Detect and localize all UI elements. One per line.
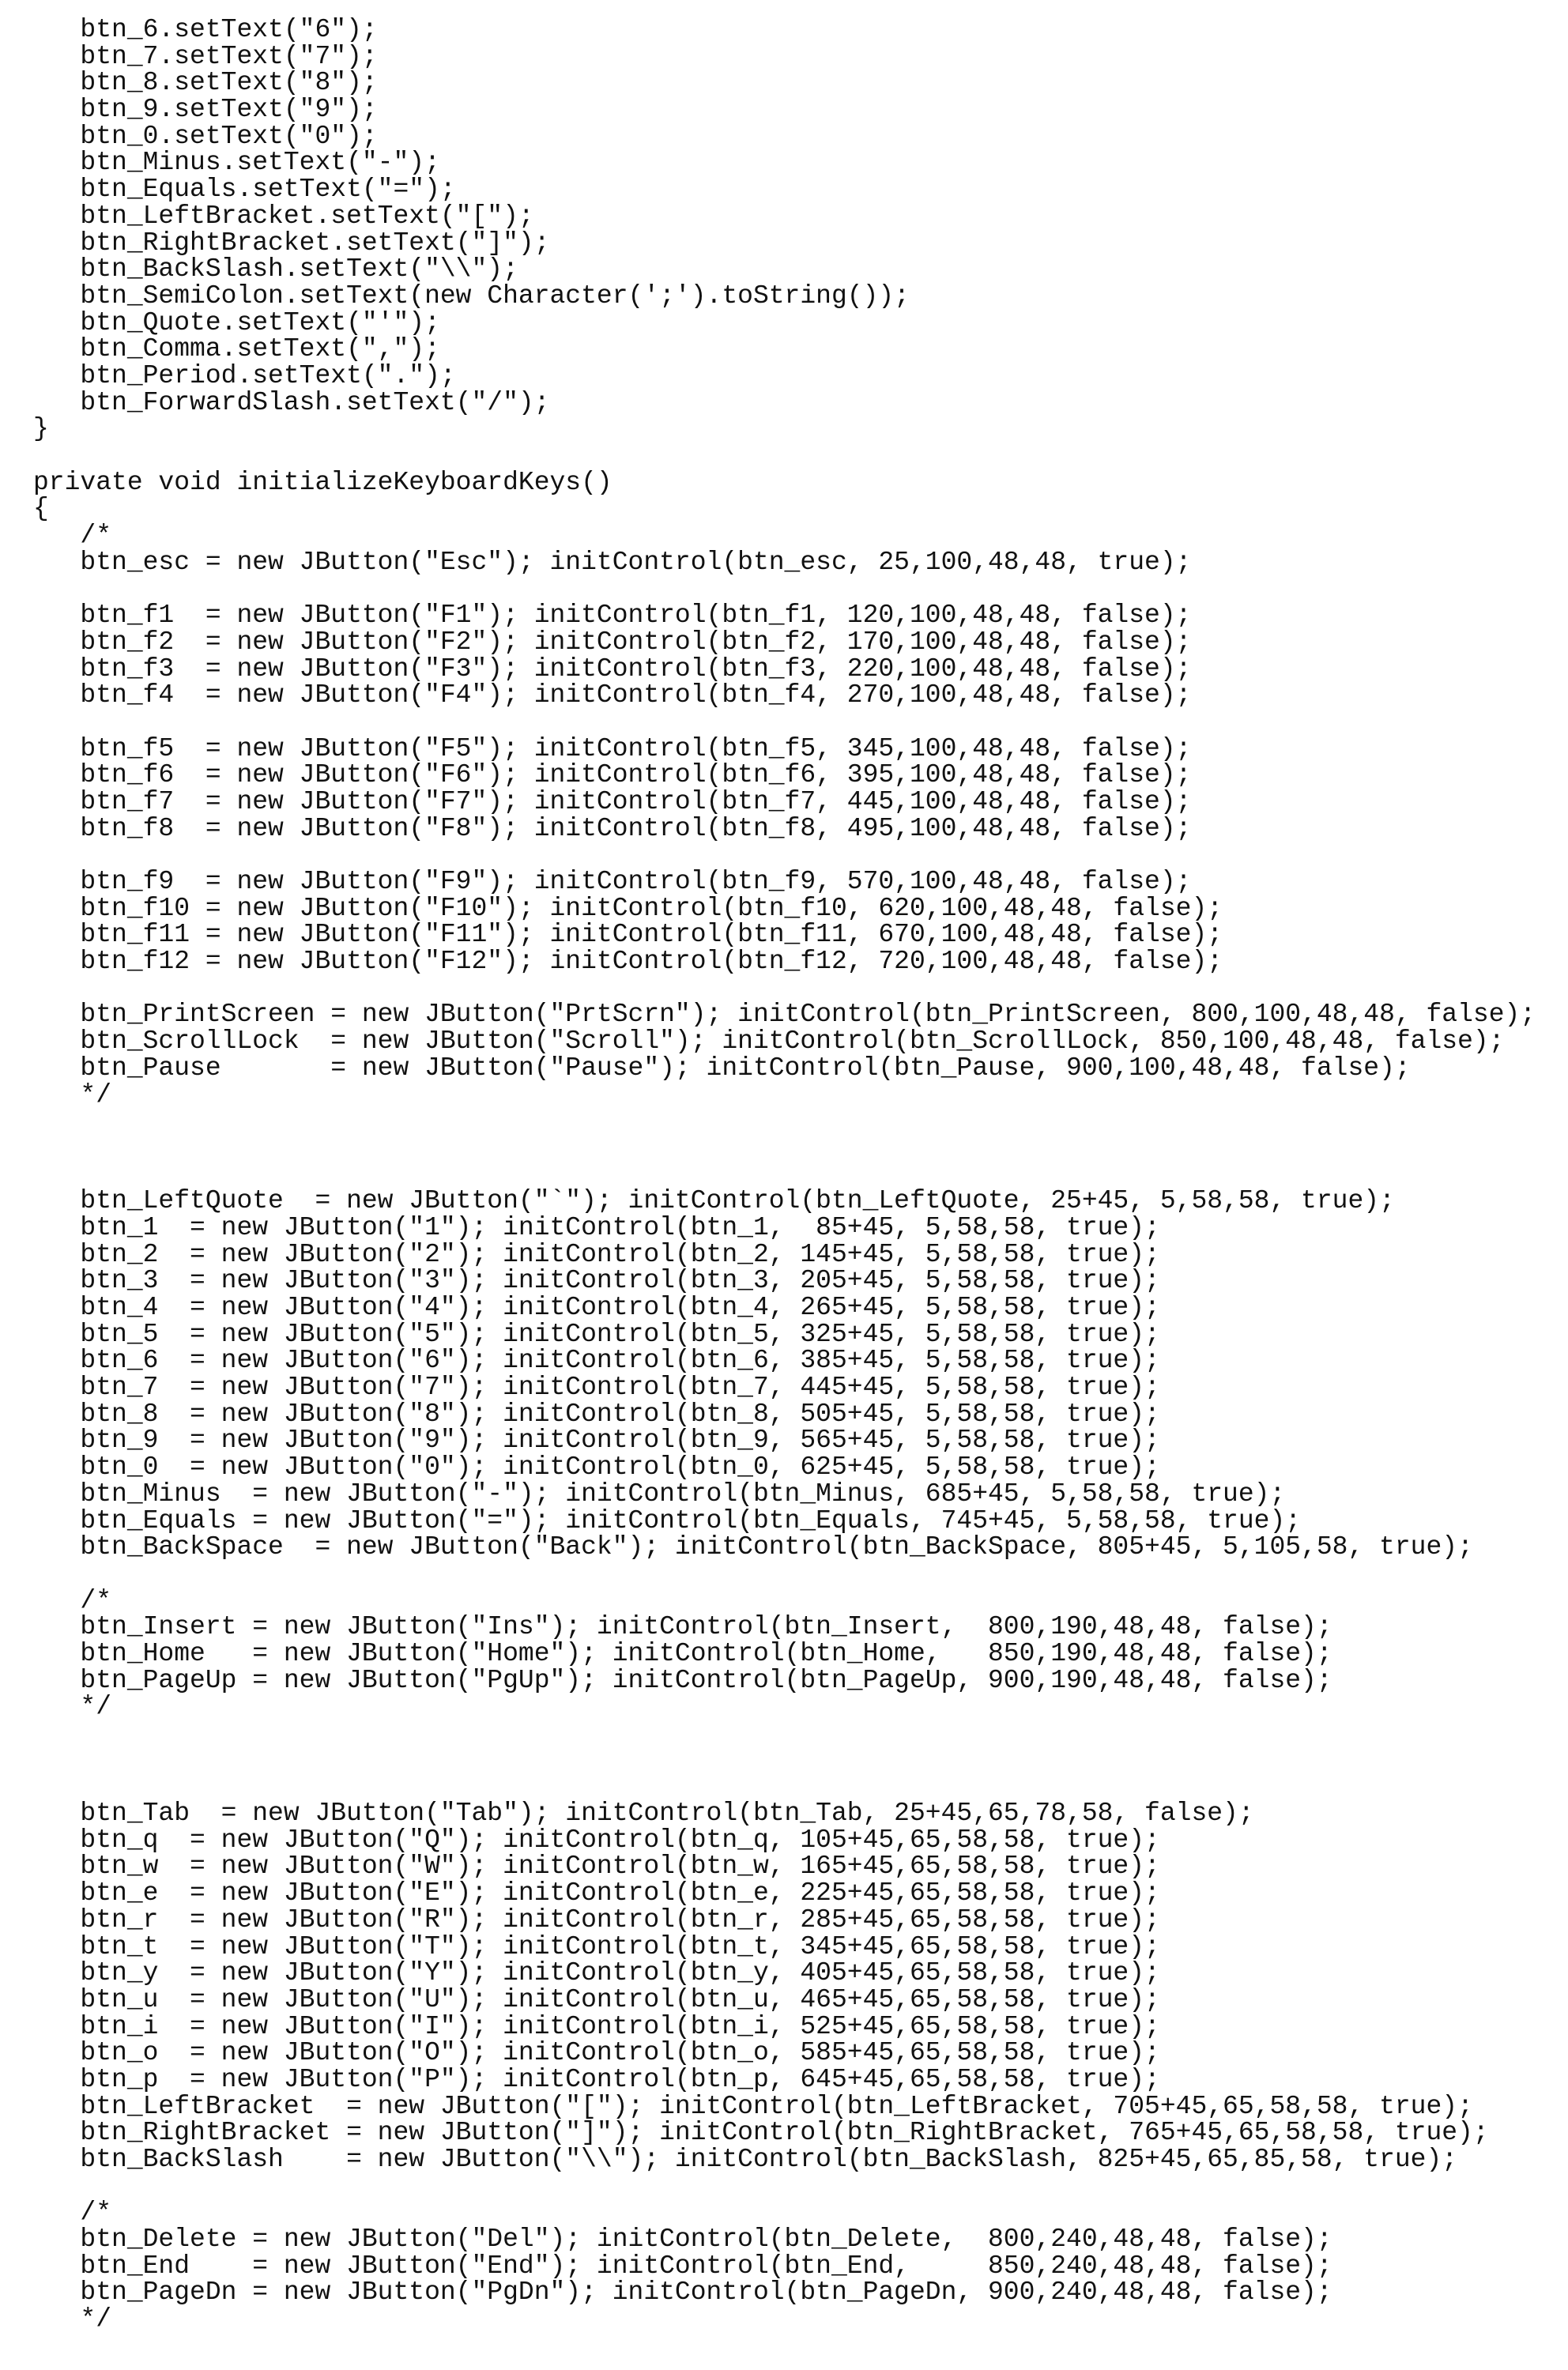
code-line: btn_BackSpace = new JButton("Back"); initControl(btn_BackSpace, 805+45, 5,105,58, true); bbox=[33, 1534, 1536, 1561]
code-line: btn_u = new JButton("U"); initControl(btn_u, 465+45,65,58,58, true); bbox=[33, 1987, 1536, 2014]
code-line bbox=[33, 842, 1536, 868]
code-line: btn_f10 = new JButton("F10"); initControl(btn_f10, 620,100,48,48, false); bbox=[33, 895, 1536, 922]
code-line: } bbox=[33, 416, 1536, 443]
code-line: btn_r = new JButton("R"); initControl(btn_r, 285+45,65,58,58, true); bbox=[33, 1907, 1536, 1934]
code-listing bbox=[33, 17, 1536, 2333]
code-line: btn_f2 = new JButton("F2"); initControl(btn_f2, 170,100,48,48, false); bbox=[33, 629, 1536, 656]
code-line: btn_BackSlash.setText("\\"); bbox=[33, 256, 1536, 283]
code-line bbox=[33, 709, 1536, 736]
code-line: btn_Minus = new JButton("-"); initControl(btn_Minus, 685+45, 5,58,58, true); bbox=[33, 1481, 1536, 1508]
code-line: btn_LeftQuote = new JButton("`"); initControl(btn_LeftQuote, 25+45, 5,58,58, true); bbox=[33, 1188, 1536, 1215]
code-line: btn_f9 = new JButton("F9"); initControl(btn_f9, 570,100,48,48, false); bbox=[33, 868, 1536, 895]
code-line bbox=[33, 1561, 1536, 1588]
code-line bbox=[33, 1162, 1536, 1189]
code-line: btn_9 = new JButton("9"); initControl(btn_9, 565+45, 5,58,58, true); bbox=[33, 1427, 1536, 1454]
code-line: btn_Minus.setText("-"); bbox=[33, 149, 1536, 176]
code-line: */ bbox=[33, 1082, 1536, 1109]
code-line: btn_Delete = new JButton("Del"); initControl(btn_Delete, 800,240,48,48, false); bbox=[33, 2226, 1536, 2253]
code-line: btn_p = new JButton("P"); initControl(btn_p, 645+45,65,58,58, true); bbox=[33, 2067, 1536, 2093]
code-line: /* bbox=[33, 522, 1536, 549]
code-line: btn_f11 = new JButton("F11"); initControl(btn_f11, 670,100,48,48, false); bbox=[33, 921, 1536, 948]
code-line: btn_f7 = new JButton("F7"); initControl(btn_f7, 445,100,48,48, false); bbox=[33, 789, 1536, 816]
code-line: private void initializeKeyboardKeys() bbox=[33, 469, 1536, 496]
code-line: btn_7 = new JButton("7"); initControl(btn_7, 445+45, 5,58,58, true); bbox=[33, 1374, 1536, 1401]
code-line: btn_ForwardSlash.setText("/"); bbox=[33, 390, 1536, 416]
code-line: btn_4 = new JButton("4"); initControl(btn_4, 265+45, 5,58,58, true); bbox=[33, 1294, 1536, 1321]
code-line: */ bbox=[33, 1694, 1536, 1720]
code-line bbox=[33, 975, 1536, 1002]
code-line: btn_PrintScreen = new JButton("PrtScrn"); initControl(btn_PrintScreen, 800,100,48,48, false); bbox=[33, 1001, 1536, 1028]
code-line: btn_2 = new JButton("2"); initControl(btn_2, 145+45, 5,58,58, true); bbox=[33, 1242, 1536, 1268]
code-line: btn_f8 = new JButton("F8"); initControl(btn_f8, 495,100,48,48, false); bbox=[33, 816, 1536, 842]
code-line: btn_f3 = new JButton("F3"); initControl(btn_f3, 220,100,48,48, false); bbox=[33, 656, 1536, 683]
code-line: btn_f1 = new JButton("F1"); initControl(btn_f1, 120,100,48,48, false); bbox=[33, 602, 1536, 629]
code-line: { bbox=[33, 495, 1536, 522]
code-line bbox=[33, 2173, 1536, 2200]
code-line bbox=[33, 1135, 1536, 1162]
code-line bbox=[33, 443, 1536, 469]
code-line: btn_i = new JButton("I"); initControl(btn_i, 525+45,65,58,58, true); bbox=[33, 2014, 1536, 2040]
code-line: btn_f4 = new JButton("F4"); initControl(btn_f4, 270,100,48,48, false); bbox=[33, 682, 1536, 709]
code-line bbox=[33, 575, 1536, 602]
code-line: btn_PageDn = new JButton("PgDn"); initControl(btn_PageDn, 900,240,48,48, false); bbox=[33, 2279, 1536, 2306]
code-line: btn_0 = new JButton("0"); initControl(btn_0, 625+45, 5,58,58, true); bbox=[33, 1454, 1536, 1481]
code-line: btn_Tab = new JButton("Tab"); initControl(btn_Tab, 25+45,65,78,58, false); bbox=[33, 1800, 1536, 1827]
code-line: btn_LeftBracket = new JButton("["); initControl(btn_LeftBracket, 705+45,65,58,58, true); bbox=[33, 2093, 1536, 2120]
code-line: btn_f12 = new JButton("F12"); initControl(btn_f12, 720,100,48,48, false); bbox=[33, 948, 1536, 975]
code-line: btn_BackSlash = new JButton("\\"); initControl(btn_BackSlash, 825+45,65,85,58, true); bbox=[33, 2146, 1536, 2173]
code-line: btn_e = new JButton("E"); initControl(btn_e, 225+45,65,58,58, true); bbox=[33, 1880, 1536, 1907]
code-line: btn_8.setText("8"); bbox=[33, 70, 1536, 96]
code-line bbox=[33, 1720, 1536, 1747]
code-line: btn_f6 = new JButton("F6"); initControl(btn_f6, 395,100,48,48, false); bbox=[33, 762, 1536, 789]
code-line: btn_6.setText("6"); bbox=[33, 17, 1536, 43]
code-line: btn_Pause = new JButton("Pause"); initControl(btn_Pause, 900,100,48,48, false); bbox=[33, 1055, 1536, 1082]
code-line: btn_0.setText("0"); bbox=[33, 123, 1536, 150]
code-line: btn_7.setText("7"); bbox=[33, 43, 1536, 70]
code-line: /* bbox=[33, 2199, 1536, 2226]
code-line: btn_w = new JButton("W"); initControl(btn_w, 165+45,65,58,58, true); bbox=[33, 1853, 1536, 1880]
code-line: btn_RightBracket = new JButton("]"); initControl(btn_RightBracket, 765+45,65,58,58, true); bbox=[33, 2119, 1536, 2146]
code-line bbox=[33, 1747, 1536, 1774]
code-line: btn_t = new JButton("T"); initControl(btn_t, 345+45,65,58,58, true); bbox=[33, 1934, 1536, 1961]
code-line: btn_PageUp = new JButton("PgUp"); initControl(btn_PageUp, 900,190,48,48, false); bbox=[33, 1667, 1536, 1694]
code-line: btn_9.setText("9"); bbox=[33, 96, 1536, 123]
code-line: btn_LeftBracket.setText("["); bbox=[33, 203, 1536, 230]
code-line: btn_Period.setText("."); bbox=[33, 363, 1536, 390]
code-line: btn_Home = new JButton("Home"); initControl(btn_Home, 850,190,48,48, false); bbox=[33, 1641, 1536, 1667]
code-line: btn_f5 = new JButton("F5"); initControl(btn_f5, 345,100,48,48, false); bbox=[33, 736, 1536, 763]
code-line: btn_Comma.setText(","); bbox=[33, 336, 1536, 363]
code-line: btn_Insert = new JButton("Ins"); initControl(btn_Insert, 800,190,48,48, false); bbox=[33, 1614, 1536, 1641]
code-line: btn_Equals = new JButton("="); initControl(btn_Equals, 745+45, 5,58,58, true); bbox=[33, 1508, 1536, 1535]
code-line: /* bbox=[33, 1588, 1536, 1615]
code-line: */ bbox=[33, 2306, 1536, 2333]
code-line: btn_esc = new JButton("Esc"); initControl(btn_esc, 25,100,48,48, true); bbox=[33, 549, 1536, 576]
code-line: btn_5 = new JButton("5"); initControl(btn_5, 325+45, 5,58,58, true); bbox=[33, 1321, 1536, 1348]
code-line: btn_y = new JButton("Y"); initControl(btn_y, 405+45,65,58,58, true); bbox=[33, 1960, 1536, 1987]
code-line: btn_8 = new JButton("8"); initControl(btn_8, 505+45, 5,58,58, true); bbox=[33, 1401, 1536, 1428]
code-line: btn_o = new JButton("O"); initControl(btn_o, 585+45,65,58,58, true); bbox=[33, 2040, 1536, 2067]
code-line: btn_q = new JButton("Q"); initControl(btn_q, 105+45,65,58,58, true); bbox=[33, 1827, 1536, 1854]
code-line: btn_6 = new JButton("6"); initControl(btn_6, 385+45, 5,58,58, true); bbox=[33, 1347, 1536, 1374]
code-line: btn_Equals.setText("="); bbox=[33, 176, 1536, 203]
code-line bbox=[33, 1773, 1536, 1800]
code-line: btn_End = new JButton("End"); initControl(btn_End, 850,240,48,48, false); bbox=[33, 2253, 1536, 2280]
code-line: btn_ScrollLock = new JButton("Scroll"); initControl(btn_ScrollLock, 850,100,48,48, false); bbox=[33, 1028, 1536, 1055]
code-line: btn_SemiColon.setText(new Character(';').toString()); bbox=[33, 283, 1536, 310]
code-line: btn_Quote.setText("'"); bbox=[33, 310, 1536, 337]
code-line: btn_1 = new JButton("1"); initControl(btn_1, 85+45, 5,58,58, true); bbox=[33, 1215, 1536, 1242]
code-line: btn_3 = new JButton("3"); initControl(btn_3, 205+45, 5,58,58, true); bbox=[33, 1268, 1536, 1294]
code-line bbox=[33, 1108, 1536, 1135]
code-line: btn_RightBracket.setText("]"); bbox=[33, 230, 1536, 257]
